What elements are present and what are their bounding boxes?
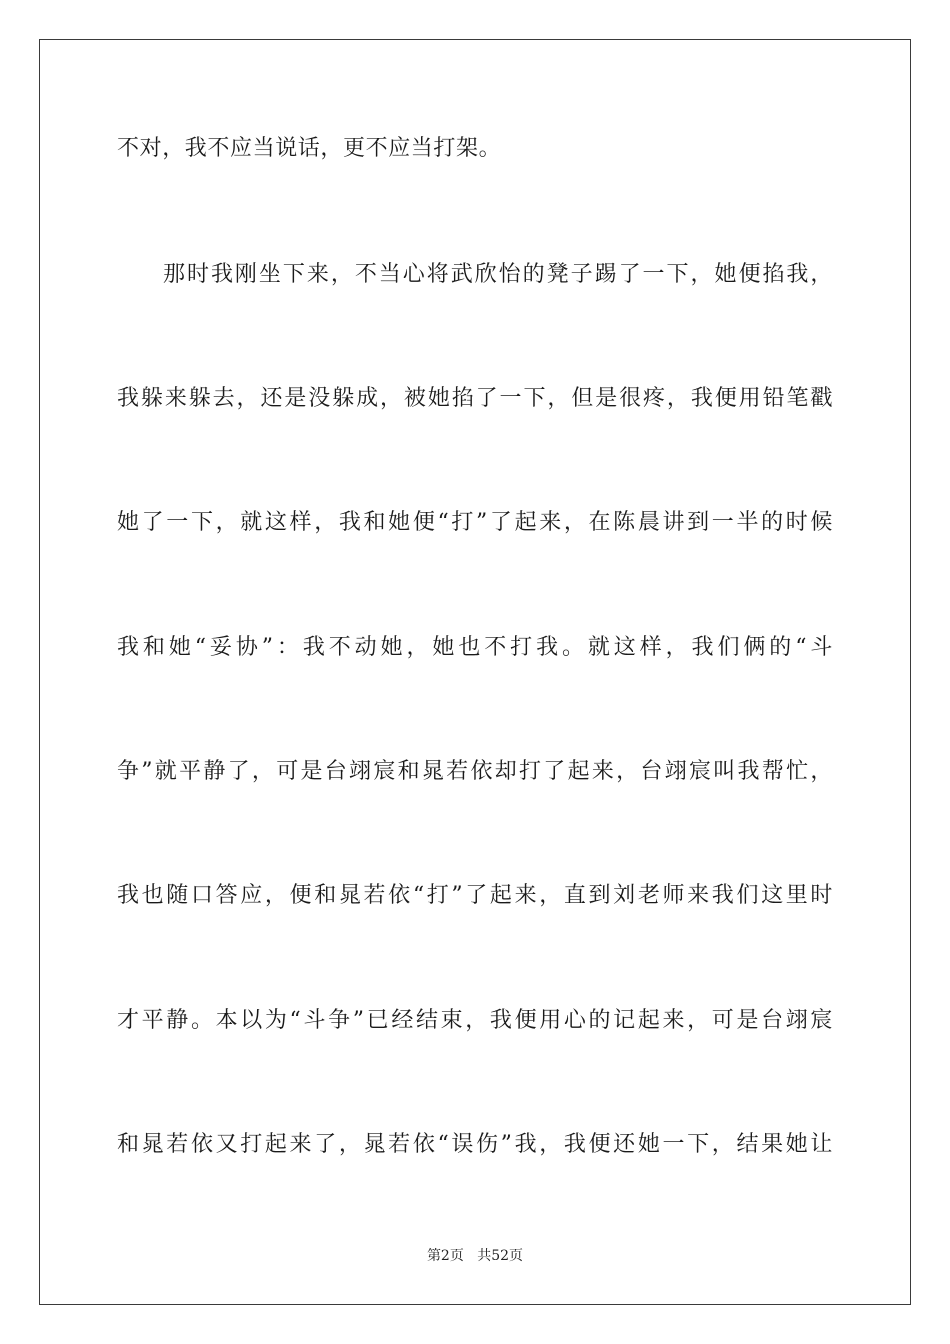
text-line-7: 我也随口答应，便和晁若依“打”了起来，直到刘老师来我们这里时: [117, 883, 833, 908]
text-line-3: 我躲来躲去，还是没躲成，被她掐了一下，但是很疼，我便用铅笔戳: [117, 386, 833, 411]
text-line-8: 才平静。本以为“斗争”已经结束，我便用心的记起来，可是台翊宸: [117, 1008, 833, 1033]
text-line-6: 争”就平静了，可是台翊宸和晁若依却打了起来，台翊宸叫我帮忙，: [117, 759, 833, 784]
page-total: 共52页: [477, 1248, 524, 1264]
text-line-9: 和晁若依又打起来了，晁若依“误伤”我，我便还她一下，结果她让: [117, 1132, 833, 1157]
text-line-5: 我和她“妥协”：我不动她，她也不打我。就这样，我们俩的“斗: [117, 635, 833, 660]
page-number: 第2页: [426, 1248, 464, 1264]
text-line-1: 不对，我不应当说话，更不应当打架。: [117, 136, 502, 161]
page-border: [39, 39, 911, 1305]
text-line-2: 那时我刚坐下来，不当心将武欣怡的凳子踢了一下，她便掐我，: [163, 262, 833, 287]
page-footer: [0, 1247, 950, 1265]
text-line-4: 她了一下，就这样，我和她便“打”了起来，在陈晨讲到一半的时候: [117, 510, 833, 535]
